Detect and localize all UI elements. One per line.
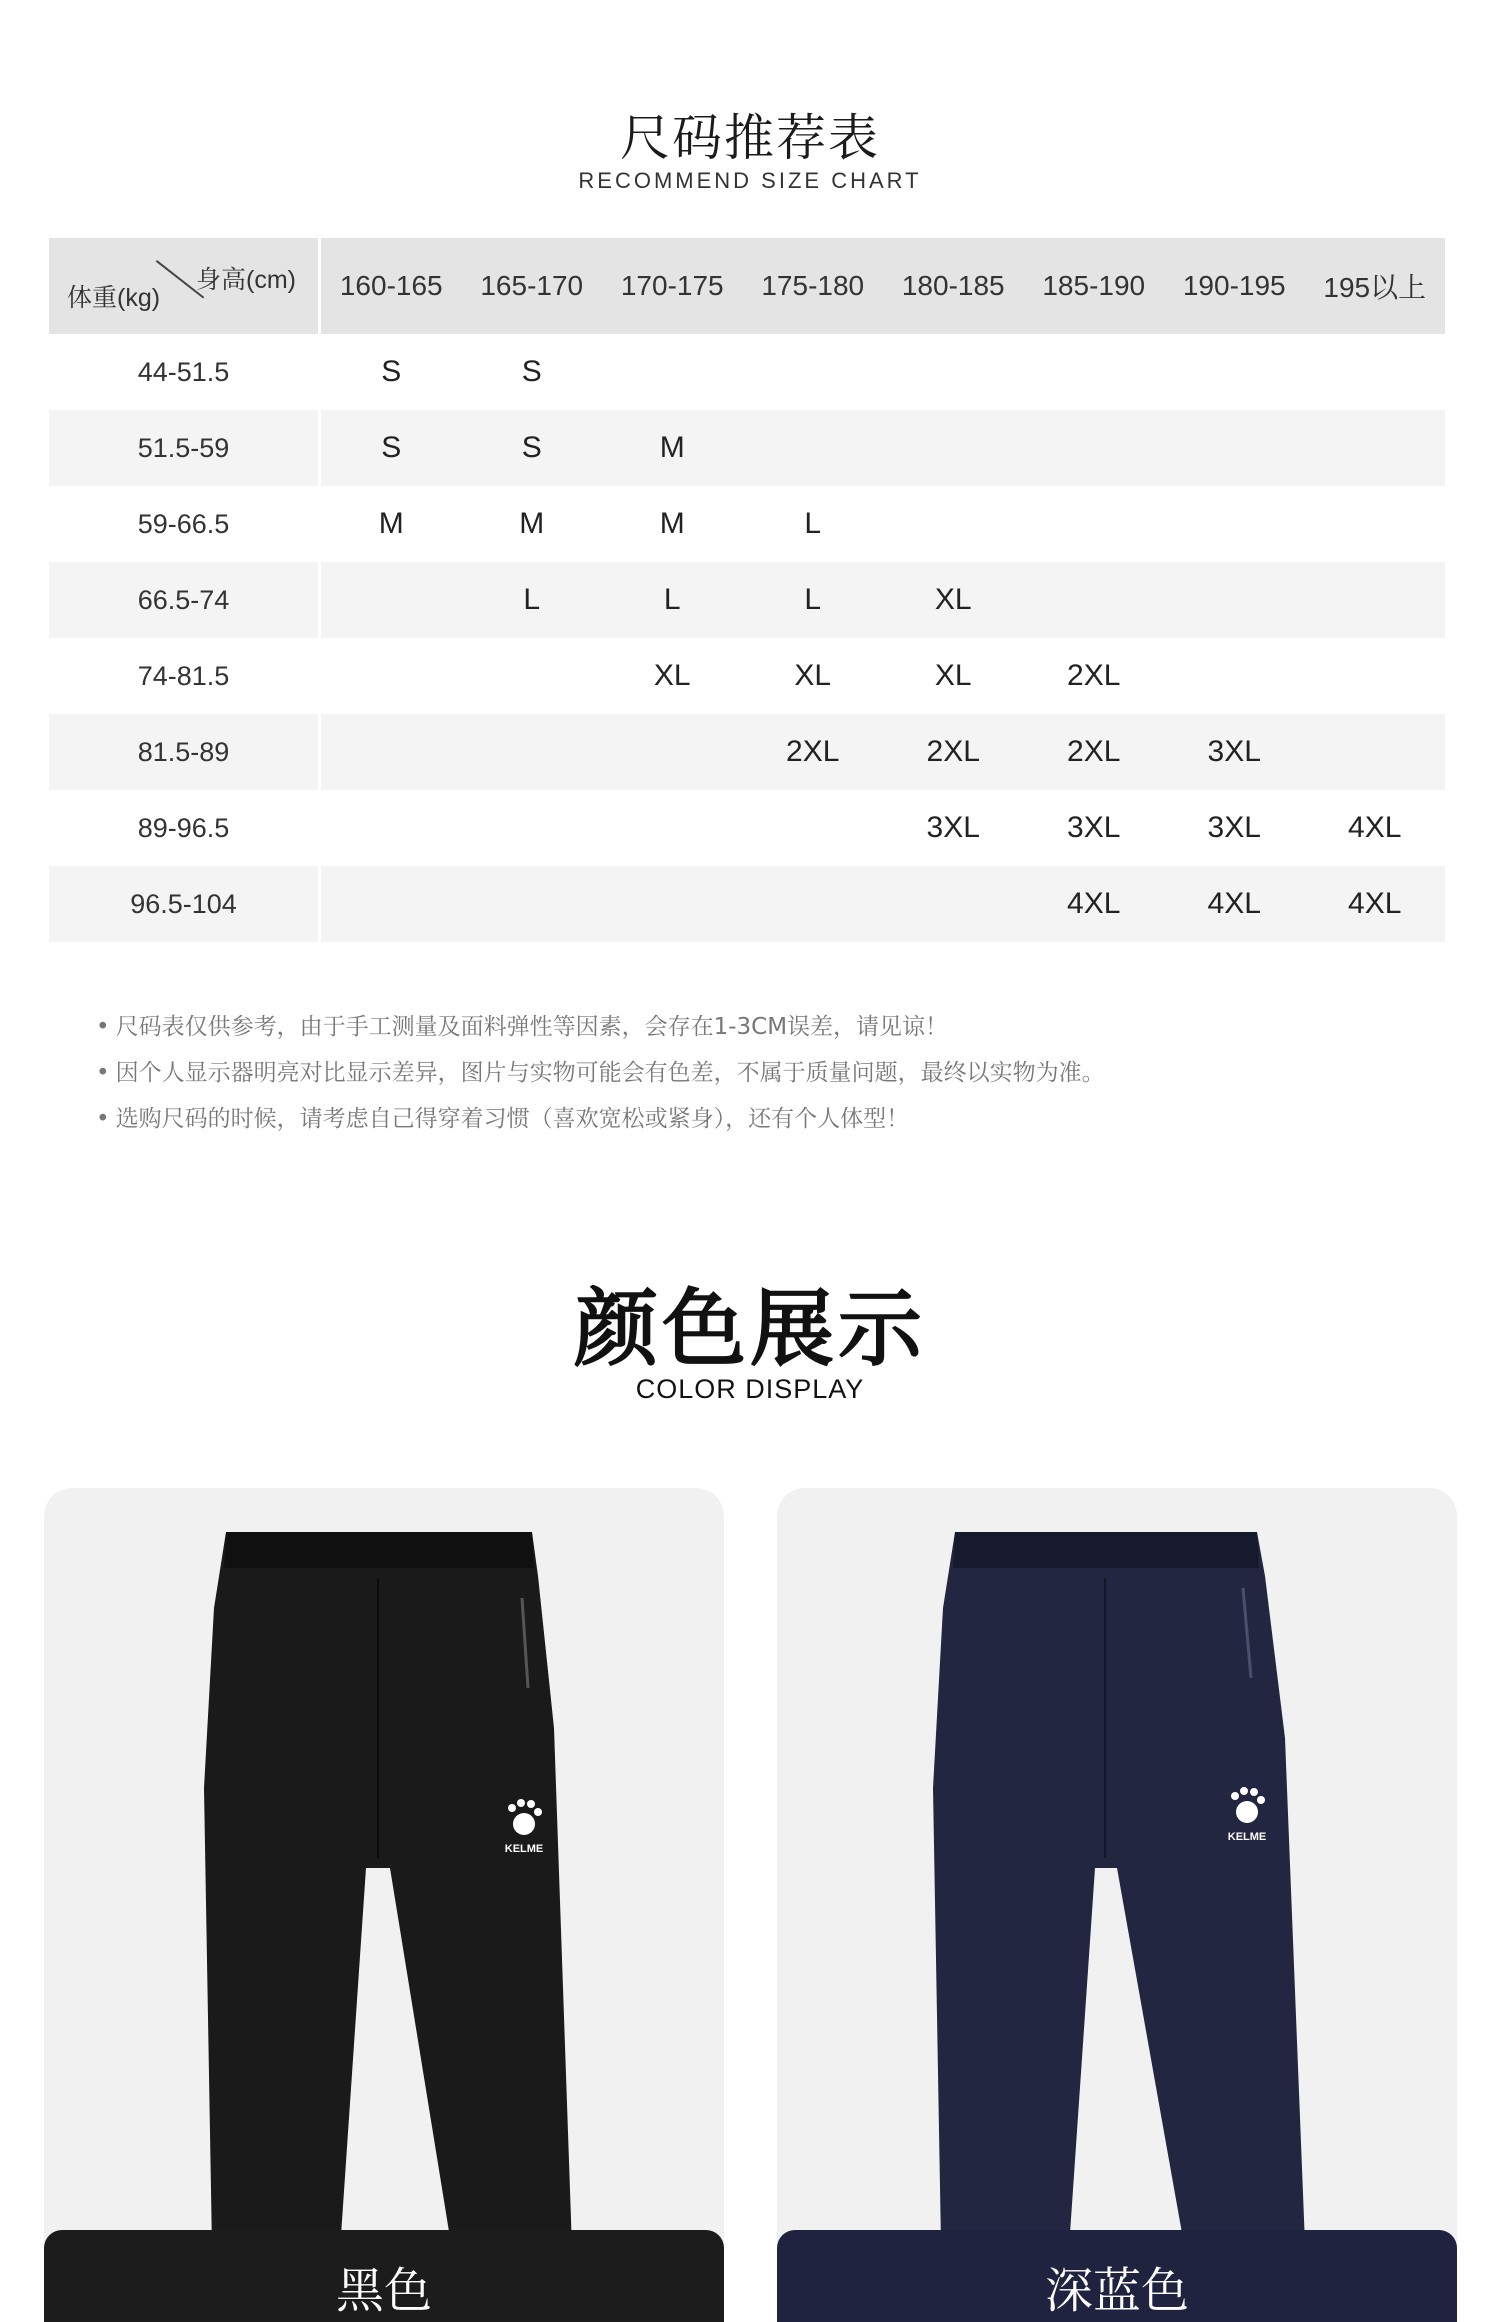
note-item	[96, 1004, 1105, 1050]
height-column-header: 160-165	[339, 270, 443, 301]
height-column-header: 185-190	[1042, 270, 1146, 301]
size-cell: 4XL	[1348, 811, 1402, 844]
size-cell: 4XL	[1067, 887, 1121, 920]
svg-text:KELME: KELME	[1227, 1831, 1267, 1843]
weight-axis-label: 体重(kg)	[67, 284, 161, 312]
size-cell: 2XL	[786, 735, 840, 768]
size-cell	[1305, 410, 1446, 486]
size-cell	[883, 410, 1024, 486]
size-cell: 4XL	[1348, 887, 1402, 920]
table-row	[49, 562, 1445, 638]
size-cell	[1305, 562, 1446, 638]
size-cell: 2XL	[926, 735, 980, 768]
height-column-header: 180-185	[901, 270, 1005, 301]
color-card-black[interactable]	[44, 1488, 724, 2322]
size-cell	[602, 714, 743, 790]
table-row	[49, 410, 1445, 486]
size-cell: 3XL	[1207, 811, 1261, 844]
size-cell: M	[659, 507, 685, 540]
table-row	[49, 638, 1445, 714]
bullet-icon: •	[96, 1060, 110, 1086]
size-cell: XL	[934, 583, 972, 616]
size-cell	[1305, 714, 1446, 790]
size-cell	[462, 714, 603, 790]
height-axis-label: 身高(cm)	[196, 266, 296, 294]
size-cell	[1305, 486, 1446, 562]
size-cell: L	[523, 583, 541, 616]
weight-range-cell: 74-81.5	[49, 638, 321, 714]
size-cell	[1024, 410, 1165, 486]
size-cell: M	[519, 507, 545, 540]
size-cell: M	[378, 507, 404, 540]
size-cell	[1024, 562, 1165, 638]
size-cell	[602, 866, 743, 942]
weight-range-cell: 66.5-74	[49, 562, 321, 638]
size-cell: L	[804, 583, 822, 616]
size-cell	[602, 790, 743, 866]
height-column-header: 170-175	[620, 270, 724, 301]
size-cell	[743, 410, 884, 486]
size-cell: XL	[653, 659, 691, 692]
bullet-icon: •	[96, 1014, 110, 1040]
size-cell	[321, 790, 462, 866]
size-cell	[743, 790, 884, 866]
size-cell	[1024, 334, 1165, 410]
size-cell	[743, 866, 884, 942]
size-cell: L	[663, 583, 681, 616]
size-cell	[321, 638, 462, 714]
size-cell: 3XL	[926, 811, 980, 844]
size-cell: S	[521, 355, 542, 388]
size-cell	[1305, 334, 1446, 410]
size-cell: L	[804, 507, 822, 540]
weight-range-cell: 81.5-89	[49, 714, 321, 790]
table-header-row	[49, 238, 1445, 334]
color-card-navy[interactable]	[777, 1488, 1457, 2322]
table-row	[49, 334, 1445, 410]
weight-range-cell: 96.5-104	[49, 866, 321, 942]
note-item	[96, 1096, 1105, 1142]
size-cell	[883, 334, 1024, 410]
size-cell	[321, 562, 462, 638]
size-cell	[883, 866, 1024, 942]
black-pants-image	[44, 1488, 724, 2322]
size-cell	[602, 334, 743, 410]
weight-range-cell: 59-66.5	[49, 486, 321, 562]
size-cell	[1164, 410, 1305, 486]
size-chart-title: 尺码推荐表	[620, 109, 880, 167]
size-cell	[1164, 638, 1305, 714]
size-cell	[1164, 562, 1305, 638]
size-cell: 4XL	[1207, 887, 1261, 920]
note-text: 因个人显示器明亮对比显示差异，图片与实物可能会有色差，不属于质量问题，最终以实物为准。	[115, 1060, 1105, 1086]
color-display-title: 颜色展示	[573, 1280, 926, 1378]
size-cell	[743, 334, 884, 410]
color-display-subtitle: COLOR DISPLAY	[635, 1374, 865, 1404]
size-cell: 2XL	[1067, 659, 1121, 692]
size-notes	[96, 1004, 1105, 1142]
size-cell	[462, 790, 603, 866]
size-cell	[462, 638, 603, 714]
size-cell	[462, 866, 603, 942]
table-row	[49, 790, 1445, 866]
color-label-black: 黑色	[44, 2230, 724, 2322]
weight-range-cell: 44-51.5	[49, 334, 321, 410]
svg-text:KELME: KELME	[504, 1843, 544, 1855]
weight-range-cell: 89-96.5	[49, 790, 321, 866]
size-cell	[321, 714, 462, 790]
navy-pants-image	[777, 1488, 1457, 2322]
size-cell	[1164, 486, 1305, 562]
size-cell: XL	[934, 659, 972, 692]
table-row	[49, 486, 1445, 562]
size-cell: 2XL	[1067, 735, 1121, 768]
size-cell: M	[659, 431, 685, 464]
table-row	[49, 714, 1445, 790]
size-cell	[321, 866, 462, 942]
height-column-header: 195以上	[1323, 272, 1427, 303]
size-cell: S	[381, 355, 402, 388]
table-corner-cell	[49, 238, 321, 334]
color-label-navy: 深蓝色	[777, 2230, 1457, 2322]
height-column-header: 165-170	[480, 270, 584, 301]
size-cell	[1305, 638, 1446, 714]
size-cell: S	[521, 431, 542, 464]
table-row	[49, 866, 1445, 942]
size-cell	[1164, 334, 1305, 410]
size-cell	[1024, 486, 1165, 562]
note-text: 尺码表仅供参考，由于手工测量及面料弹性等因素，会存在1-3CM误差，请见谅！	[115, 1014, 949, 1040]
size-cell	[883, 486, 1024, 562]
height-column-header: 175-180	[761, 270, 865, 301]
bullet-icon: •	[96, 1106, 110, 1132]
size-cell: 3XL	[1067, 811, 1121, 844]
size-cell: 3XL	[1207, 735, 1261, 768]
size-cell: S	[381, 431, 402, 464]
note-item	[96, 1050, 1105, 1096]
height-column-header: 190-195	[1182, 270, 1286, 301]
weight-range-cell: 51.5-59	[49, 410, 321, 486]
size-chart-subtitle: RECOMMEND SIZE CHART	[578, 168, 922, 193]
size-table	[49, 238, 1445, 942]
note-text: 选购尺码的时候，请考虑自己得穿着习惯（喜欢宽松或紧身），还有个人体型！	[115, 1106, 910, 1132]
size-cell: XL	[794, 659, 832, 692]
